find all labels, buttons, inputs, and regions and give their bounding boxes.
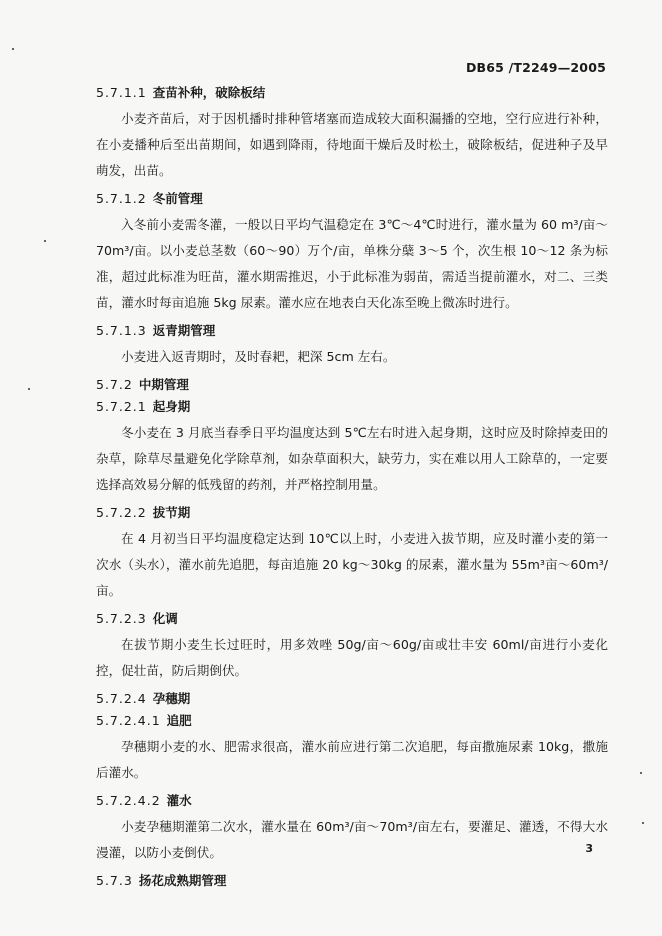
section-heading <box>96 84 608 102</box>
section-heading <box>96 376 608 394</box>
body-paragraph: 小麦齐苗后，对于因机播时排种管堵塞而造成较大面积漏播的空地，空行应进行补种，在小麦播种后至出苗期间，如遇到降雨，待地面干燥后及时松土，破除板结，促进种子及早萌发，出苗。 <box>96 111 608 178</box>
section-number: 5.7.2.4.2 <box>96 793 161 808</box>
body-paragraph: 在拔节期小麦生长过旺时，用多效唑 50g/亩～60g/亩或壮丰安 60ml/亩进行小麦化控，促壮苗，防后期倒伏。 <box>96 637 608 678</box>
section-heading <box>96 792 608 810</box>
scan-speck <box>28 388 30 390</box>
body-paragraph: 在 4 月初当日平均温度稳定达到 10℃以上时，小麦进入拔节期，应及时灌小麦的第一次水（头水），灌水前先追肥，每亩追施 20 kg～30kg 的尿素，灌水量为 55m³亩～60m³/亩。 <box>96 531 608 598</box>
section-title: 起身期 <box>152 399 191 414</box>
body-paragraph: 小麦孕穗期灌第二次水，灌水量在 60m³/亩～70m³/亩左右，要灌足、灌透，不得大水漫灌，以防小麦倒伏。 <box>96 819 608 860</box>
section-title: 中期管理 <box>138 377 189 392</box>
section-title: 拔节期 <box>152 505 191 520</box>
section-number: 5.7.2.4 <box>96 691 147 706</box>
section-heading <box>96 872 608 890</box>
standard-code: DB65 /T2249—2005 <box>465 60 606 75</box>
section-number: 5.7.2.3 <box>96 611 147 626</box>
body-paragraph: 冬小麦在 3 月底当春季日平均温度达到 5℃左右时进入起身期，这时应及时除掉麦田的杂草，除草尽量避免化学除草剂，如杂草面积大，缺劳力，实在难以用人工除草的，一定要选择高效易分解的低残留的药剂，并严格控制用量。 <box>96 425 608 492</box>
section-number: 5.7.3 <box>96 873 133 888</box>
section-title: 扬花成熟期管理 <box>138 873 227 888</box>
section-number: 5.7.2 <box>96 377 133 392</box>
section-heading <box>96 398 608 416</box>
page-number: 3 <box>585 842 593 855</box>
section-title: 查苗补种，破除板结 <box>152 85 266 100</box>
section-heading <box>96 610 608 628</box>
document-body <box>96 84 608 890</box>
section-number: 5.7.2.4.1 <box>96 713 161 728</box>
section-title: 灌水 <box>166 793 192 808</box>
scan-speck <box>44 240 46 242</box>
scan-speck <box>12 48 14 50</box>
scan-speck <box>640 772 642 774</box>
section-heading <box>96 504 608 522</box>
section-heading <box>96 322 608 340</box>
section-number: 5.7.1.3 <box>96 323 147 338</box>
section-heading <box>96 712 608 730</box>
section-title: 化调 <box>152 611 178 626</box>
body-paragraph: 小麦进入返青期时，及时春耙，耙深 5cm 左右。 <box>121 349 396 364</box>
section-number: 5.7.2.1 <box>96 399 147 414</box>
scan-speck <box>642 822 644 824</box>
body-paragraph: 孕穗期小麦的水、肥需求很高，灌水前应进行第二次追肥，每亩撒施尿素 10kg，撒施后灌水。 <box>96 739 608 780</box>
section-title: 冬前管理 <box>152 191 203 206</box>
section-title: 返青期管理 <box>152 323 216 338</box>
body-paragraph: 入冬前小麦需冬灌，一般以日平均气温稳定在 3℃～4℃时进行，灌水量为 60 m³/亩～70m³/亩。以小麦总茎数（60～90）万个/亩，单株分蘖 3～5 个，次生根 10～12 条为标准，超过此标准为旺苗，灌水期需推迟，小于此标准为弱苗，需适当提前灌水，对二、三类苗，灌水时每亩追施 5kg 尿素。灌水应在地表白天化冻至晚上微冻时进行。 <box>96 217 608 310</box>
section-number: 5.7.1.2 <box>96 191 147 206</box>
section-number: 5.7.2.2 <box>96 505 147 520</box>
section-title: 孕穗期 <box>152 691 191 706</box>
section-heading <box>96 690 608 708</box>
section-number: 5.7.1.1 <box>96 85 147 100</box>
section-title: 追肥 <box>166 713 192 728</box>
section-heading <box>96 190 608 208</box>
